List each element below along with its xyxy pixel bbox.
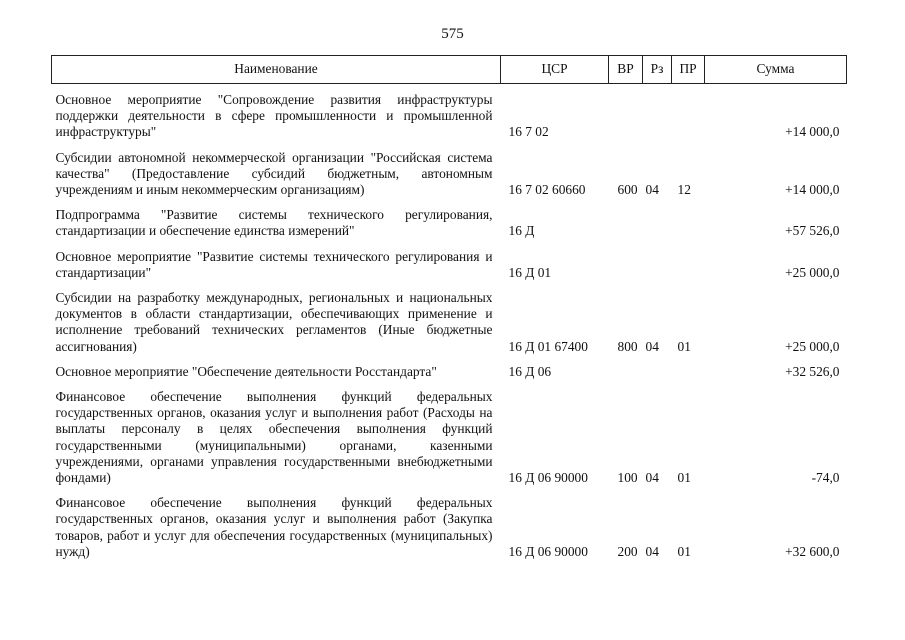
row-csr: 16 Д 06 — [508, 363, 552, 379]
row-csr: 16 Д — [508, 223, 535, 239]
row-name: Основное мероприятие "Развитие системы технического регулирования и стандартизации" — [55, 248, 493, 280]
row-rz: 04 — [645, 543, 659, 559]
row-pr — [672, 364, 705, 389]
row-name: Подпрограмма "Развитие системы технического регулирования, стандартизации и обеспечение единства измерений" — [55, 207, 493, 239]
header-name: Наименование — [52, 56, 501, 84]
row-rz: 04 — [645, 470, 659, 486]
table-row — [52, 249, 847, 290]
row-name: Субсидии автономной некоммерческой организации "Российская система качества" (Предоставление субсидий бюджетным, автономным учреждениям и иным некоммерческим организациям) — [55, 149, 493, 198]
header-rz: Рз — [643, 56, 672, 84]
header-sum: Сумма — [705, 56, 847, 84]
row-csr: 16 7 02 60660 — [508, 182, 586, 198]
row-sum: +25 000,0 — [785, 264, 840, 280]
row-rz: 04 — [645, 182, 659, 198]
row-vr: 600 — [617, 182, 638, 198]
row-rz — [643, 249, 672, 290]
row-sum: -74,0 — [811, 470, 840, 486]
row-rz: 04 — [645, 338, 659, 354]
header-csr: ЦСР — [501, 56, 609, 84]
row-vr — [609, 364, 643, 389]
row-pr: 12 — [677, 182, 691, 198]
table-row — [52, 207, 847, 248]
row-sum: +32 600,0 — [785, 543, 840, 559]
row-sum: +57 526,0 — [785, 223, 840, 239]
row-vr — [609, 207, 643, 248]
row-pr: 01 — [677, 543, 691, 559]
row-rz — [643, 84, 672, 150]
row-pr: 01 — [677, 470, 691, 486]
table-row — [52, 150, 847, 208]
row-pr: 01 — [677, 338, 691, 354]
row-csr: 16 Д 06 90000 — [508, 543, 588, 559]
row-sum: +14 000,0 — [785, 124, 840, 140]
table-row — [52, 389, 847, 495]
row-sum: +32 526,0 — [785, 363, 840, 379]
table-row — [52, 290, 847, 364]
table-row — [52, 84, 847, 150]
table-row — [52, 495, 847, 569]
header-row — [52, 56, 847, 84]
budget-table — [51, 55, 847, 569]
row-name: Субсидии на разработку международных, региональных и национальных документов в области стандартизации, обеспечивающих применение и исполнение требований технических регламентов (Иные бюджетные ассигнования) — [55, 290, 493, 354]
row-sum: +14 000,0 — [785, 182, 840, 198]
row-vr: 200 — [617, 543, 638, 559]
row-rz — [643, 207, 672, 248]
row-name: Основное мероприятие "Сопровождение развития инфраструктуры поддержки деятельности в сфере промышленности и промышленной инфраструктуры" — [55, 92, 493, 140]
row-vr: 100 — [617, 470, 638, 486]
table-row — [52, 364, 847, 389]
row-csr: 16 Д 01 — [508, 264, 552, 280]
header-pr: ПР — [672, 56, 705, 84]
row-sum: +25 000,0 — [785, 338, 840, 354]
row-name: Финансовое обеспечение выполнения функций федеральных государственных органов, оказания услуг и выполнения работ (Закупка товаров, работ и услуг для обеспечения государственных (муниципальных) нужд) — [55, 495, 493, 559]
row-csr: 16 Д 01 67400 — [508, 338, 588, 354]
page-number: 575 — [441, 26, 464, 42]
row-vr — [609, 249, 643, 290]
row-pr — [672, 249, 705, 290]
table-body — [52, 84, 847, 570]
header-vr: ВР — [609, 56, 643, 84]
row-csr: 16 Д 06 90000 — [508, 470, 588, 486]
row-vr: 800 — [617, 338, 638, 354]
row-pr — [672, 207, 705, 248]
row-csr: 16 7 02 — [508, 124, 549, 140]
row-pr — [672, 84, 705, 150]
table-header — [52, 56, 847, 84]
row-rz — [643, 364, 672, 389]
row-name: Основное мероприятие "Обеспечение деятельности Росстандарта" — [55, 363, 437, 379]
row-vr — [609, 84, 643, 150]
row-name: Финансовое обеспечение выполнения функций федеральных государственных органов, оказания услуг и выполнения работ (Расходы на выплаты персоналу в целях обеспечения выполнения функций государственными (муниципальными) органами, казенными учреждениями, органами управления государственными внебюджетными фондами) — [55, 389, 493, 486]
